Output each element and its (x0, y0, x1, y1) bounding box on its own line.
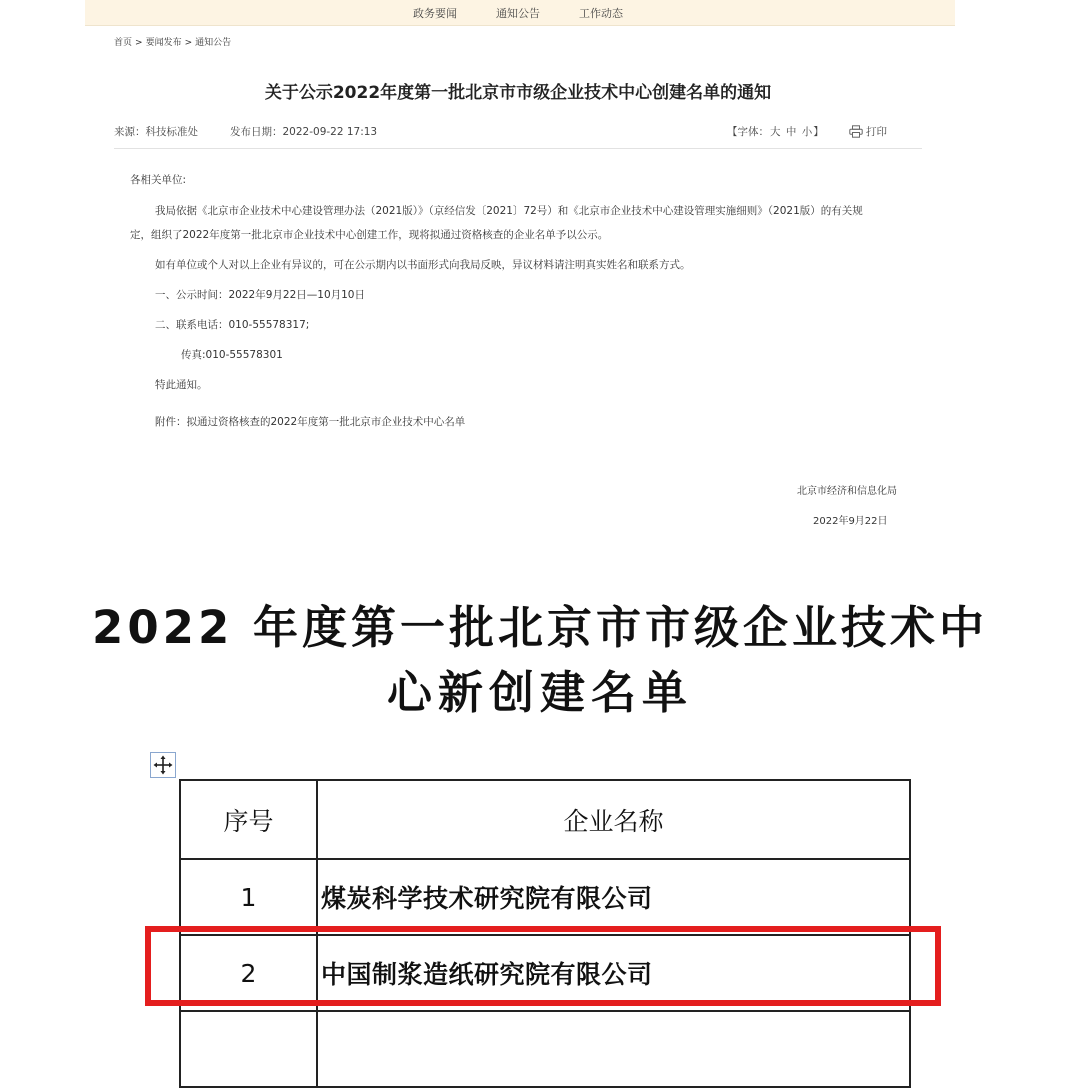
table-cell-company: 中国制浆造纸研究院有限公司 (317, 935, 910, 1011)
table-row (180, 859, 910, 935)
table-cell-company (317, 1011, 910, 1087)
move-arrows-icon (151, 753, 175, 777)
attachment-link[interactable]: 附件：拟通过资格核查的2022年度第一批北京市企业技术中心名单 (155, 416, 466, 428)
breadcrumb-separator: > (135, 38, 143, 48)
page-title: 关于公示2022年度第一批北京市市级企业技术中心创建名单的通知 (264, 83, 772, 103)
nav-item-work-updates[interactable]: 工作动态 (579, 7, 623, 20)
nav-item-notices[interactable]: 通知公告 (496, 7, 540, 20)
print-label: 打印 (866, 126, 887, 138)
table-row (180, 1011, 910, 1087)
table-cell-company: 煤炭科学技术研究院有限公司 (317, 859, 910, 935)
breadcrumb-separator: > (184, 38, 193, 48)
table-header-number: 序号 (180, 780, 317, 859)
font-size-label-end: 】 (813, 126, 824, 138)
salutation: 各相关单位: (130, 174, 187, 186)
signature-organization: 北京市经济和信息化局 (797, 486, 897, 497)
font-size-small[interactable]: 小 (801, 126, 813, 138)
contact-phone: 二、联系电话：010-55578317; (155, 319, 310, 331)
table-cell-number: 2 (180, 935, 317, 1011)
font-size-label: 【字体： (727, 126, 769, 138)
paragraph-basis-line1: 我局依据《北京市企业技术中心建设管理办法（2021版）》（京经信发〔2021〕72号）和《北京市企业技术中心建设管理实施细则》（2021版）的有关规 (155, 205, 863, 217)
print-button[interactable] (849, 124, 887, 139)
contact-fax: 传真:010-55578301 (181, 349, 283, 361)
document-heading-line2: 心新创建名单 (386, 666, 693, 719)
company-list-table (179, 779, 911, 1088)
printer-icon (849, 125, 863, 138)
paragraph-objection: 如有单位或个人对以上企业有异议的，可在公示期内以书面形式向我局反映，异议材料请注明真实姓名和联系方式。 (155, 259, 691, 271)
table-header-row (180, 780, 910, 859)
breadcrumb-home[interactable]: 首页 (114, 38, 133, 48)
breadcrumb-notices[interactable]: 通知公告 (195, 38, 232, 48)
document-heading-line1: 2022 年度第一批北京市市级企业技术中 (92, 601, 988, 654)
signature-date: 2022年9月22日 (813, 516, 888, 527)
table-cell-number (180, 1011, 317, 1087)
table-cell-number: 1 (180, 859, 317, 935)
article-publish-date: 发布日期：2022-09-22 17:13 (230, 126, 378, 138)
nav-item-government-news[interactable]: 政务要闻 (413, 7, 457, 20)
table-header-company: 企业名称 (317, 780, 910, 859)
closing-text: 特此通知。 (155, 379, 208, 391)
paragraph-basis-line2: 定，组织了2022年度第一批北京市企业技术中心创建工作，现将拟通过资格核查的企业名单予以公示。 (130, 229, 609, 241)
publicity-period: 一、公示时间：2022年9月22日—10月10日 (155, 289, 365, 301)
breadcrumb (114, 35, 231, 48)
article-source: 来源：科技标准处 (114, 126, 198, 138)
move-handle-icon[interactable] (150, 752, 176, 778)
top-nav-bar (85, 0, 955, 26)
font-size-large[interactable]: 大 (770, 126, 781, 138)
table-row (180, 935, 910, 1011)
font-size-selector (727, 124, 824, 139)
divider (114, 148, 922, 149)
font-size-medium[interactable]: 中 (785, 126, 797, 138)
breadcrumb-news-release[interactable]: 要闻发布 (145, 38, 182, 48)
